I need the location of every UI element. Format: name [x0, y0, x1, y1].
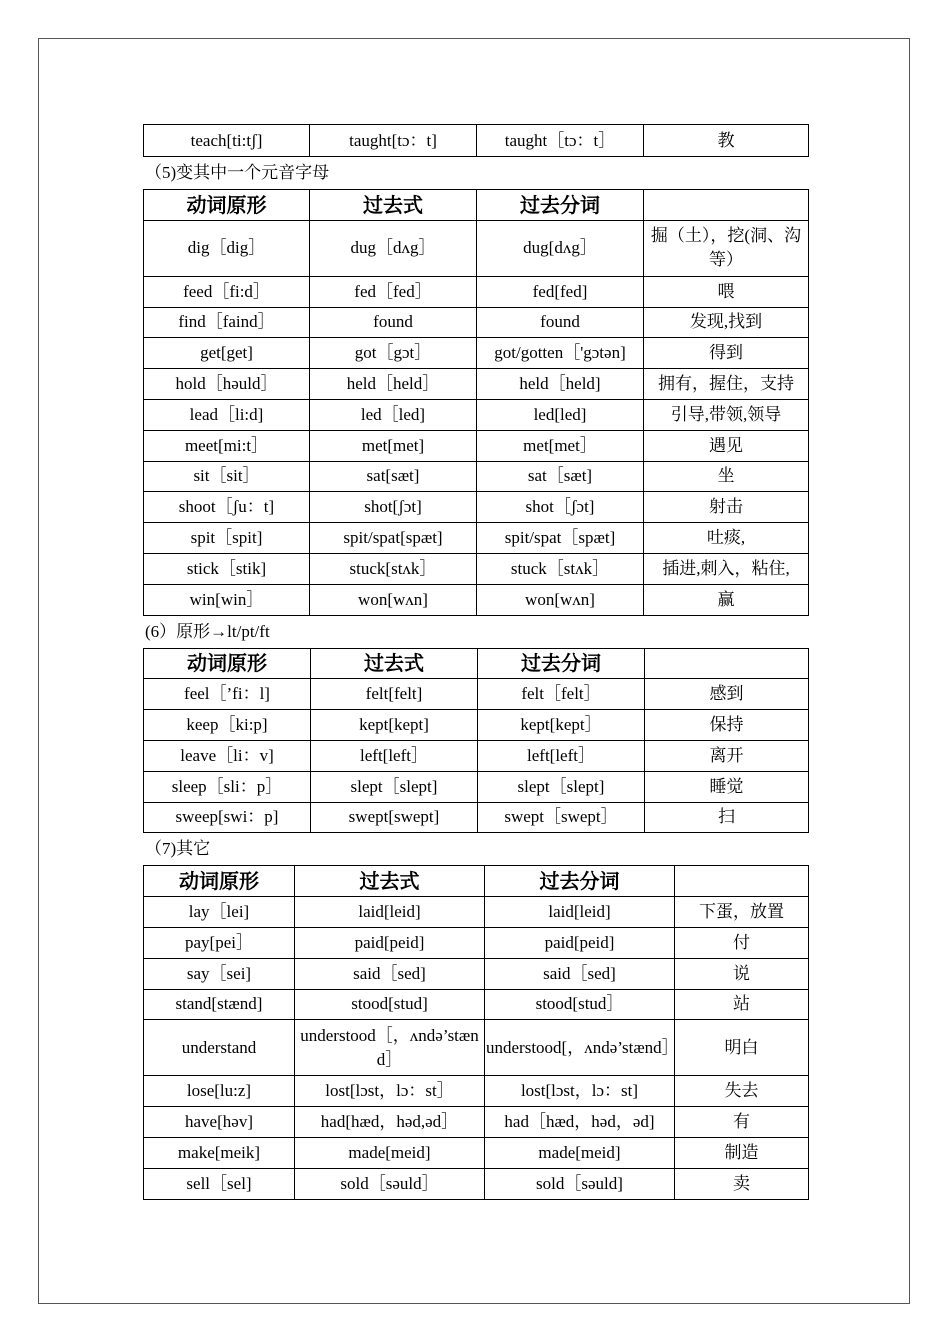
cell-meaning: 感到	[645, 679, 809, 710]
table-row	[144, 1137, 809, 1168]
header-cell-base: 动词原形	[144, 648, 311, 679]
cell-past: had[hæd，həd,əd］	[295, 1107, 485, 1138]
cell-meaning: 插进,刺入，粘住,	[644, 553, 809, 584]
cell-participle: led[led]	[477, 399, 644, 430]
cell-meaning: 拥有，握住，支持	[644, 369, 809, 400]
header-cell-meaning	[644, 190, 809, 221]
table-row	[144, 125, 809, 157]
cell-past: understood［，ʌndə’stænd］	[295, 1020, 485, 1076]
cell-meaning: 发现,找到	[644, 307, 809, 338]
section-7-table	[143, 865, 809, 1199]
table-row	[144, 276, 809, 307]
cell-participle: got/gotten［'gɔtən]	[477, 338, 644, 369]
table-row	[144, 338, 809, 369]
cell-meaning: 有	[675, 1107, 809, 1138]
cell-base: feel［’fi：l]	[144, 679, 311, 710]
table-row	[144, 1107, 809, 1138]
cell-base: shoot［ʃu：t]	[144, 492, 310, 523]
cell-participle: slept［slept]	[478, 771, 645, 802]
header-cell-participle: 过去分词	[485, 866, 675, 897]
table-row	[144, 679, 809, 710]
cell-meaning: 失去	[675, 1076, 809, 1107]
verb-document	[143, 124, 808, 1200]
cell-participle: stood[stud］	[485, 989, 675, 1020]
cell-base: stand[stænd]	[144, 989, 295, 1020]
cell-base: feed［fi:d］	[144, 276, 310, 307]
cell-participle: said［sed]	[485, 958, 675, 989]
cell-base: sleep［sli：p］	[144, 771, 311, 802]
cell-participle: laid[leid]	[485, 897, 675, 928]
cell-past: slept［slept]	[311, 771, 478, 802]
table-row	[144, 740, 809, 771]
cell-meaning: 下蛋，放置	[675, 897, 809, 928]
header-cell-meaning	[675, 866, 809, 897]
cell-base: make[meik]	[144, 1137, 295, 1168]
cell-past: met[met]	[310, 430, 477, 461]
cell-base: sell［sel]	[144, 1168, 295, 1199]
cell-meaning: 射击	[644, 492, 809, 523]
cell-past: left[left］	[311, 740, 478, 771]
cell-base: pay[pei］	[144, 927, 295, 958]
table-row	[144, 1076, 809, 1107]
header-cell-participle: 过去分词	[478, 648, 645, 679]
cell-base: sit［sit］	[144, 461, 310, 492]
header-cell-past: 过去式	[310, 190, 477, 221]
cell-base: teach[ti:tʃ]	[144, 125, 310, 157]
cell-past: got［gɔt］	[310, 338, 477, 369]
table-row	[144, 307, 809, 338]
cell-base: win[win］	[144, 584, 310, 615]
cell-participle: lost[lɔst，lɔ：st]	[485, 1076, 675, 1107]
cell-meaning: 吐痰,	[644, 523, 809, 554]
cell-participle: had［hæd，həd，əd]	[485, 1107, 675, 1138]
table-row	[144, 802, 809, 833]
header-row	[144, 866, 809, 897]
cell-base: sweep[swi：p]	[144, 802, 311, 833]
section-7-title: （7)其它	[145, 839, 211, 859]
cell-participle: understood[，ʌndə’stænd］	[485, 1020, 675, 1076]
cell-participle: kept[kept］	[478, 710, 645, 741]
cell-past: stood[stud]	[295, 989, 485, 1020]
cell-meaning: 扫	[645, 802, 809, 833]
cell-base: dig［dig］	[144, 220, 310, 276]
header-cell-participle: 过去分词	[477, 190, 644, 221]
cell-meaning: 坐	[644, 461, 809, 492]
cell-past: paid[peid]	[295, 927, 485, 958]
cell-base: spit［spit]	[144, 523, 310, 554]
table-row	[144, 399, 809, 430]
header-cell-meaning	[645, 648, 809, 679]
cell-participle: stuck［stʌk］	[477, 553, 644, 584]
cell-meaning: 保持	[645, 710, 809, 741]
cell-meaning: 明白	[675, 1020, 809, 1076]
cell-base: stick［stik]	[144, 553, 310, 584]
table-row	[144, 1020, 809, 1076]
cell-participle: met[met］	[477, 430, 644, 461]
section-5-title: （5)变其中一个元音字母	[145, 163, 330, 182]
cell-participle: dug[dʌg］	[477, 220, 644, 276]
cell-meaning: 付	[675, 927, 809, 958]
top-table	[143, 124, 809, 157]
cell-participle: left[left］	[478, 740, 645, 771]
cell-past: fed［fed］	[310, 276, 477, 307]
cell-past: led［led]	[310, 399, 477, 430]
cell-participle: paid[peid]	[485, 927, 675, 958]
header-row	[144, 190, 809, 221]
table-row	[144, 1168, 809, 1199]
table-row	[144, 710, 809, 741]
cell-meaning: 教	[644, 125, 809, 157]
cell-past: found	[310, 307, 477, 338]
table-row	[144, 958, 809, 989]
header-cell-base: 动词原形	[144, 866, 295, 897]
cell-past: taught[tɔ：t]	[310, 125, 477, 157]
cell-participle: sat［sæt]	[477, 461, 644, 492]
cell-meaning: 引导,带领,领导	[644, 399, 809, 430]
section-6-title: (6）原形→lt/pt/ft	[145, 621, 270, 641]
cell-participle: shot［ʃɔt]	[477, 492, 644, 523]
table-row	[144, 584, 809, 615]
cell-participle: taught［tɔ：t］	[477, 125, 644, 157]
cell-past: laid[leid]	[295, 897, 485, 928]
header-cell-past: 过去式	[311, 648, 478, 679]
cell-participle: won[wʌn]	[477, 584, 644, 615]
header-row	[144, 648, 809, 679]
cell-meaning: 喂	[644, 276, 809, 307]
cell-base: say［sei]	[144, 958, 295, 989]
table-row	[144, 461, 809, 492]
cell-base: get[get]	[144, 338, 310, 369]
table-row	[144, 927, 809, 958]
cell-past: stuck[stʌk］	[310, 553, 477, 584]
table-row	[144, 897, 809, 928]
header-cell-base: 动词原形	[144, 190, 310, 221]
cell-meaning: 说	[675, 958, 809, 989]
cell-participle: sold［səuld]	[485, 1168, 675, 1199]
table-row	[144, 553, 809, 584]
cell-past: felt[felt]	[311, 679, 478, 710]
section-6-table	[143, 648, 809, 834]
cell-base: lose[lu:z]	[144, 1076, 295, 1107]
cell-base: find［faind］	[144, 307, 310, 338]
cell-meaning: 制造	[675, 1137, 809, 1168]
cell-meaning: 站	[675, 989, 809, 1020]
cell-participle: fed[fed]	[477, 276, 644, 307]
cell-base: leave［li：v]	[144, 740, 311, 771]
cell-base: hold［həuld］	[144, 369, 310, 400]
cell-meaning: 遇见	[644, 430, 809, 461]
cell-participle: swept［swept］	[478, 802, 645, 833]
cell-base: lead［li:d]	[144, 399, 310, 430]
cell-past: lost[lɔst，lɔ：st］	[295, 1076, 485, 1107]
cell-participle: spit/spat［spæt]	[477, 523, 644, 554]
table-row	[144, 771, 809, 802]
cell-past: sat[sæt]	[310, 461, 477, 492]
cell-meaning: 睡觉	[645, 771, 809, 802]
cell-base: have[həv]	[144, 1107, 295, 1138]
cell-participle: found	[477, 307, 644, 338]
cell-past: made[meid]	[295, 1137, 485, 1168]
cell-past: held［held］	[310, 369, 477, 400]
cell-past: swept[swept]	[311, 802, 478, 833]
cell-base: meet[mi:t］	[144, 430, 310, 461]
cell-base: lay［lei]	[144, 897, 295, 928]
section-5-table	[143, 189, 809, 616]
cell-past: won[wʌn]	[310, 584, 477, 615]
cell-meaning: 卖	[675, 1168, 809, 1199]
table-row	[144, 369, 809, 400]
cell-past: shot[ʃɔt]	[310, 492, 477, 523]
cell-meaning: 掘（土），挖(洞、沟等）	[644, 220, 809, 276]
header-cell-past: 过去式	[295, 866, 485, 897]
cell-past: kept[kept]	[311, 710, 478, 741]
cell-base: keep［ki:p]	[144, 710, 311, 741]
cell-participle: held［held]	[477, 369, 644, 400]
cell-past: spit/spat[spæt]	[310, 523, 477, 554]
cell-past: dug［dʌg］	[310, 220, 477, 276]
table-row	[144, 989, 809, 1020]
cell-past: said［sed]	[295, 958, 485, 989]
cell-participle: felt［felt］	[478, 679, 645, 710]
table-row	[144, 220, 809, 276]
cell-meaning: 得到	[644, 338, 809, 369]
cell-participle: made[meid]	[485, 1137, 675, 1168]
cell-past: sold［səuld］	[295, 1168, 485, 1199]
table-row	[144, 492, 809, 523]
cell-base: understand	[144, 1020, 295, 1076]
table-row	[144, 430, 809, 461]
cell-meaning: 赢	[644, 584, 809, 615]
cell-meaning: 离开	[645, 740, 809, 771]
table-row	[144, 523, 809, 554]
